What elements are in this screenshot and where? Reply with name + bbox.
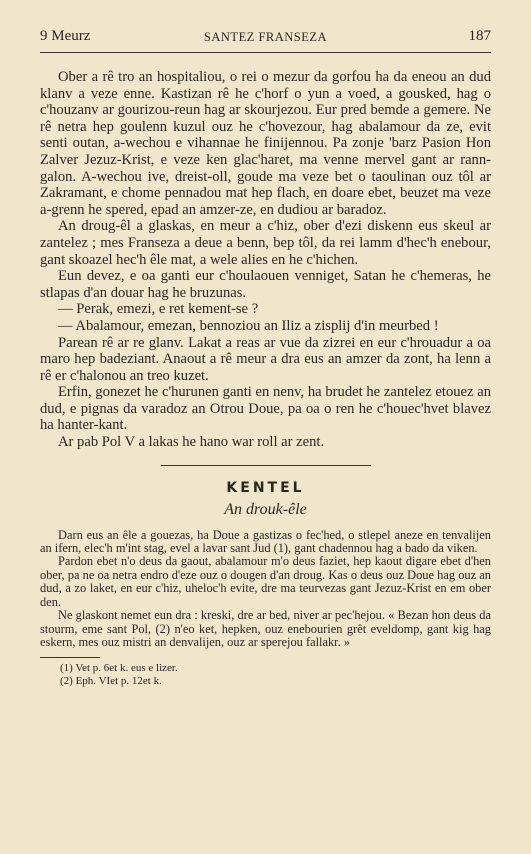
paragraph: Ne glaskont nemet eun dra : kreski, dre ar bed, niver ar pec'hejou. « Bezan hon deus da stourm, eme sant Pol, (2) n'eo ket, hepken, ouz enebourien grêt eveldomp, gant kig hag eskern, mes ouz mistri an denvalijen, ouz ar sperejou fallakr. » bbox=[40, 608, 491, 649]
running-header bbox=[40, 28, 491, 50]
paragraph: An droug-êl a glaskas, en meur a c'hiz, ober d'ezi diskenn eus skeul ar zantelez ; mes Franseza a deue a benn, bep tôl, da rei lamm d'hec'h enebour, gant skoazel hec'h êle mat, a wele alies en he c'hichen. bbox=[40, 218, 491, 268]
section-divider bbox=[161, 465, 371, 466]
paragraph: Ober a rê tro an hospitaliou, o rei o mezur da gorfou ha da eneou an dud klanv a veze enne. Kastizan rê he c'horf o yun a voed, a gousked, hag o c'houzanv ar gourizou-reun hag ar skourjezou. Eur pred bemde a gemere. Ne rê netra hep goulenn kuzul ouz he c'hovezour, hag abalamour da ze, evit senti outan, a-wechou e vihannae he finijennou. Pa zonje 'barz Pasion Hon Zalver Jezuz-Krist, e veze ken glac'haret, ma venne mervel gant ar rann-galon. A-wechou ive, dreist-oll, goude ma veze bet o taoulinan ouz tôl ar Zakramant, e chome pennadou mat hep flach, en doare ebet, beuzet ma veze a-grenn he spered, epad an amzer-ze, en dudiou ar baradoz. bbox=[40, 69, 491, 218]
header-title: SANTEZ FRANSEZA bbox=[203, 30, 328, 44]
paragraph: Erfin, gonezet he c'hurunen ganti en nenv, ha brudet he zantelez etouez an dud, e pignas da varadoz an Otrou Doue, pa oa o ren he c'houec'hvet blavez ha hanter-kant. bbox=[40, 384, 491, 434]
footnote: (1) Vet p. 6et k. eus e lizer. bbox=[60, 662, 178, 675]
paragraph: Eun devez, e oa ganti eur c'houlaouen venniget, Satan he c'hemeras, he stlapas d'an douar hag he bruzunas. bbox=[40, 268, 491, 301]
paragraph: Darn eus an êle a gouezas, ha Doue a gastizas o fec'hed, o stlepel aneze en tenvalijen an ifern, elec'h m'int stag, evel a lavar sant Jud (1), gant chadennou hag a bado da viken. bbox=[40, 527, 491, 556]
lesson-text bbox=[40, 529, 491, 650]
paragraph: — Abalamour, emezan, bennoziou an Iliz a zisplij d'in meurbed ! bbox=[58, 317, 439, 334]
main-text bbox=[40, 69, 491, 451]
paragraph: — Perak, emezi, e ret kement-se ? bbox=[58, 301, 259, 318]
footnote: (2) Eph. VIet p. 12et k. bbox=[60, 675, 162, 688]
paragraph: Pardon ebet n'o deus da gaout, abalamour m'o deus faziet, hep kaout digare ebet d'hen ober, pa ne oa netra endro d'eze ouz o dougen d'an droug. Kas o deus ouz Doue hag ouz an dud, a zo laket, en eur c'hiz, uheloc'h evite, dre ma teurvezas gant Jezuz-Krist en em ober den. bbox=[40, 554, 491, 609]
footnotes bbox=[40, 662, 491, 688]
header-rule bbox=[40, 52, 491, 53]
header-date: 9 Meurz bbox=[40, 28, 91, 44]
section-title: KENTEL bbox=[226, 479, 305, 496]
paragraph: Parean rê ar re glanv. Lakat a reas ar vue da zizrei en eur c'hrouadur a oa maro hep badeziant. Anaout a rê meur a dra eus an amzer da zont, ha lenn a rê er c'halonou an treo kuzet. bbox=[40, 334, 491, 384]
footnote-rule bbox=[40, 657, 100, 658]
paragraph: Ar pab Pol V a lakas he hano war roll ar zent. bbox=[58, 434, 325, 451]
section-subtitle: An drouk-êle bbox=[224, 500, 307, 518]
page-number: 187 bbox=[468, 28, 491, 44]
